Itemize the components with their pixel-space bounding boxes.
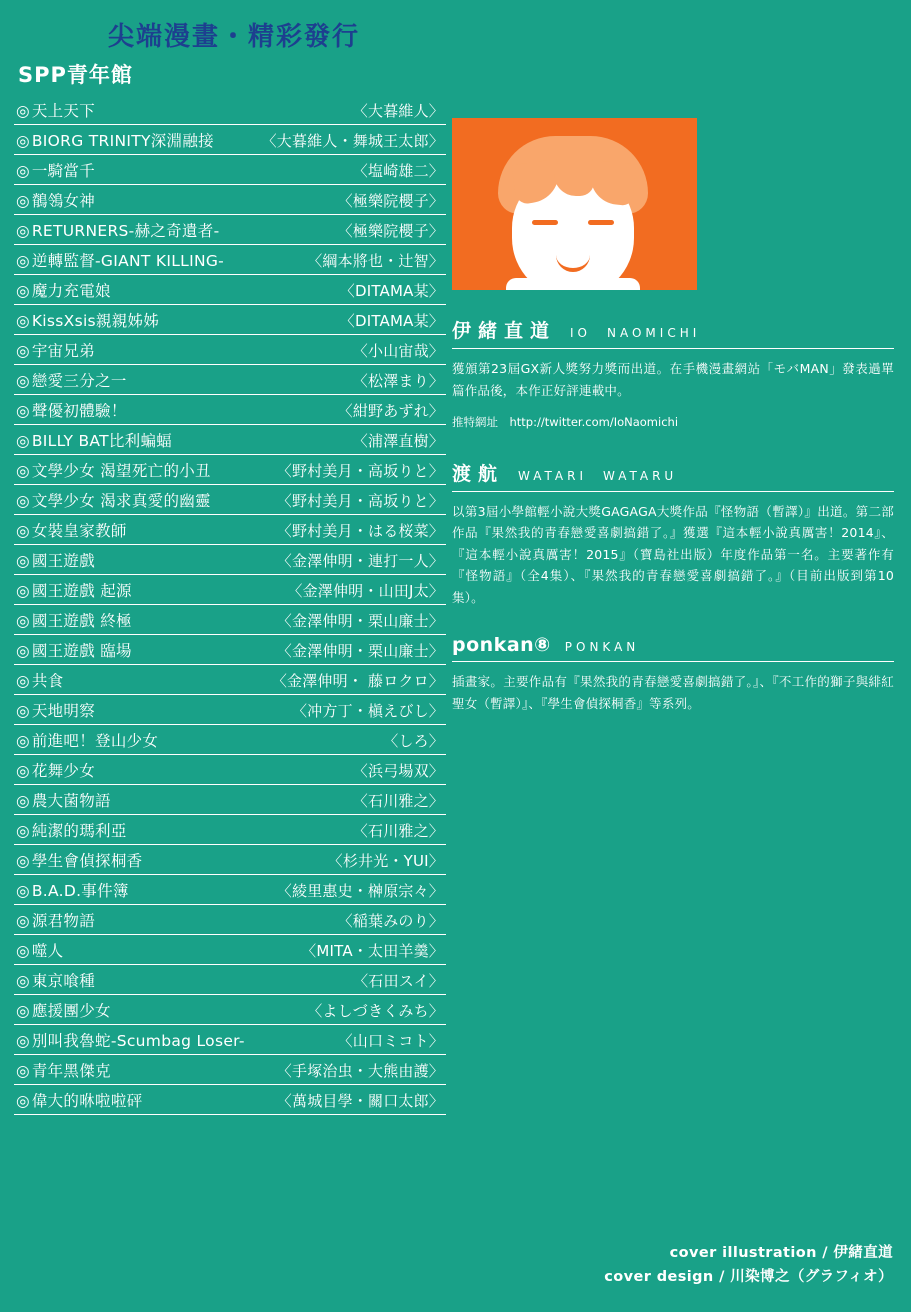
title-name (16, 519, 127, 541)
title-label: 文學少女 渴望死亡的小丑 (31, 462, 211, 480)
title-name (16, 369, 127, 391)
list-item[interactable] (14, 1025, 446, 1055)
list-item[interactable] (14, 485, 446, 515)
list-item[interactable] (14, 215, 446, 245)
title-author: 〈MITA・太田羊羹〉 (301, 942, 444, 960)
title-author: 〈浜弓場双〉 (352, 762, 444, 780)
title-name (16, 1059, 111, 1081)
list-item[interactable] (14, 905, 446, 935)
bullet-icon: ◎ (16, 282, 30, 300)
creator-bio (452, 459, 894, 609)
list-item[interactable] (14, 365, 446, 395)
list-item[interactable] (14, 155, 446, 185)
title-label: BILLY BAT比利蝙蝠 (31, 432, 173, 450)
list-item[interactable] (14, 425, 446, 455)
list-item[interactable] (14, 515, 446, 545)
info-column (452, 118, 894, 714)
creator-bio (452, 316, 894, 433)
title-label: 國王遊戲 (31, 552, 96, 570)
creator-bios (452, 316, 894, 714)
title-label: 農大菌物語 (31, 792, 111, 810)
title-author: 〈野村美月・高坂りと〉 (276, 462, 444, 480)
list-item[interactable] (14, 845, 446, 875)
title-name (16, 99, 95, 121)
title-author: 〈松澤まり〉 (352, 372, 444, 390)
title-name (16, 489, 211, 511)
title-name (16, 159, 95, 181)
list-item[interactable] (14, 1085, 446, 1115)
title-label: BIORG TRINITY深淵融接 (31, 132, 214, 150)
title-label: 逆轉監督-GIANT KILLING- (31, 252, 225, 270)
credit-design: cover design / 川染博之（グラフィオ） (604, 1269, 893, 1286)
list-item[interactable] (14, 335, 446, 365)
title-author: 〈稲葉みのり〉 (337, 912, 444, 930)
title-name (16, 909, 95, 931)
title-author: 〈大暮維人・舞城王太郎〉 (261, 132, 444, 150)
character-face-art (498, 136, 648, 290)
title-name (16, 1029, 245, 1051)
bullet-icon: ◎ (16, 732, 30, 750)
list-item[interactable] (14, 125, 446, 155)
title-label: 聲優初體驗！ (31, 402, 127, 420)
list-item[interactable] (14, 395, 446, 425)
bullet-icon: ◎ (16, 672, 30, 690)
title-label: 一騎當千 (31, 162, 96, 180)
title-author: 〈しろ〉 (383, 732, 444, 750)
title-label: 天上天下 (31, 102, 96, 120)
title-author: 〈紺野あずれ〉 (337, 402, 444, 420)
title-author: 〈野村美月・はる桜菜〉 (276, 522, 444, 540)
title-label: 學生會偵探桐香 (31, 852, 143, 870)
title-label: 魔力充電娘 (31, 282, 111, 300)
list-item[interactable] (14, 545, 446, 575)
collar-shape (506, 278, 640, 290)
bullet-icon: ◎ (16, 102, 30, 120)
title-author: 〈萬城目學・關口太郎〉 (276, 1092, 444, 1110)
title-author: 〈金澤伸明・栗山廉士〉 (276, 642, 444, 660)
bullet-icon: ◎ (16, 252, 30, 270)
title-author: 〈金澤伸明・山田J太〉 (287, 582, 444, 600)
title-name (16, 939, 63, 961)
title-label: 鶺鴒女神 (31, 192, 96, 210)
title-name (16, 879, 129, 901)
title-label: 前進吧！登山少女 (31, 732, 159, 750)
title-label: 戀愛三分之一 (31, 372, 127, 390)
creator-name-jp: 渡航 (452, 462, 505, 485)
bullet-icon: ◎ (16, 192, 30, 210)
page-title: 尖端漫畫・精彩發行 (107, 22, 360, 52)
title-name (16, 549, 95, 571)
creator-name-line (452, 459, 894, 492)
title-list (14, 95, 446, 1115)
list-item[interactable] (14, 995, 446, 1025)
bullet-icon: ◎ (16, 612, 30, 630)
list-item[interactable] (14, 455, 446, 485)
bullet-icon: ◎ (16, 882, 30, 900)
list-item[interactable] (14, 635, 446, 665)
bullet-icon: ◎ (16, 342, 30, 360)
list-item[interactable] (14, 665, 446, 695)
list-item[interactable] (14, 275, 446, 305)
title-name (16, 309, 159, 331)
creator-name-jp: 伊緒直道 (452, 320, 557, 342)
title-name (16, 249, 224, 271)
bullet-icon: ◎ (16, 1092, 30, 1110)
title-author: 〈極樂院櫻子〉 (337, 222, 444, 240)
list-item[interactable] (14, 755, 446, 785)
creator-bio-text: 插畫家。主要作品有『果然我的青春戀愛喜劇搞錯了。』、『不工作的獅子與緋紅聖女（暫譯）』、『學生會偵探桐香』等系列。 (452, 674, 894, 711)
bullet-icon: ◎ (16, 762, 30, 780)
bullet-icon: ◎ (16, 972, 30, 990)
title-author: 〈石川雅之〉 (352, 822, 444, 840)
title-author: 〈DITAMA某〉 (339, 282, 444, 300)
title-name (16, 399, 127, 421)
catalog-column (14, 16, 446, 1115)
title-label: 國王遊戲 終極 (31, 612, 132, 630)
title-author: 〈浦澤直樹〉 (352, 432, 444, 450)
list-item[interactable] (14, 785, 446, 815)
credits-block (604, 1242, 893, 1290)
title-name (16, 279, 111, 301)
title-author: 〈大暮維人〉 (352, 102, 444, 120)
title-label: 偉大的咻啦啦砰 (31, 1092, 143, 1110)
bullet-icon: ◎ (16, 852, 30, 870)
bullet-icon: ◎ (16, 912, 30, 930)
creator-name-romaji: PONKAN (564, 640, 640, 655)
title-author: 〈石田スイ〉 (353, 972, 444, 990)
bullet-icon: ◎ (16, 222, 30, 240)
creator-bio-text: 以第3屆小學館輕小說大獎GAGAGA大獎作品『怪物語（暫譯）』出道。第二部作品『果然我的青春戀愛喜劇搞錯了。』獲選『這本輕小說真厲害！2014』、『這本輕小說真厲害！2015』（寶島社出版）年度作品第一名。主要著作有『怪物語』（全4集）、『果然我的青春戀愛喜劇搞錯了。』（目前出版到第10集）。 (452, 503, 894, 605)
title-label: 女裝皇家教師 (31, 522, 127, 540)
title-author: 〈金澤伸明・栗山廉士〉 (276, 612, 444, 630)
title-label: 源君物語 (31, 912, 96, 930)
list-item[interactable] (14, 695, 446, 725)
bullet-icon: ◎ (16, 162, 30, 180)
title-author: 〈綱本將也・辻智〉 (307, 252, 444, 270)
bullet-icon: ◎ (16, 942, 30, 960)
title-author: 〈野村美月・高坂りと〉 (276, 492, 444, 510)
title-label: 天地明察 (31, 702, 96, 720)
title-label: 共食 (31, 672, 64, 690)
bullet-icon: ◎ (16, 492, 30, 510)
title-author: 〈石川雅之〉 (352, 792, 444, 810)
title-label: 應援團少女 (31, 1002, 111, 1020)
creator-bio-text: 獲頒第23屆GX新人獎努力獎而出道。在手機漫畫網站「モバMAN」發表過單篇作品後，本作正好評連載中。 (452, 361, 894, 398)
bullet-icon: ◎ (16, 402, 30, 420)
title-name (16, 969, 95, 991)
bullet-icon: ◎ (16, 792, 30, 810)
title-name (16, 999, 111, 1021)
title-label: 國王遊戲 臨場 (31, 642, 132, 660)
title-name (16, 339, 95, 361)
bullet-icon: ◎ (16, 552, 30, 570)
list-item[interactable] (14, 935, 446, 965)
creator-bio (452, 634, 894, 714)
title-author: 〈金澤伸明・連打一人〉 (276, 552, 444, 570)
title-author: 〈よしづきくみち〉 (307, 1002, 444, 1020)
title-name (16, 429, 172, 451)
list-item[interactable] (14, 965, 446, 995)
cover-illustration (452, 118, 697, 290)
list-item[interactable] (14, 605, 446, 635)
title-label: 別叫我魯蛇-Scumbag Loser- (31, 1032, 245, 1050)
title-label: 東京喰種 (31, 972, 96, 990)
title-name (16, 669, 63, 691)
title-label: 花舞少女 (31, 762, 96, 780)
title-author: 〈極樂院櫻子〉 (337, 192, 444, 210)
title-label: B.A.D.事件簿 (31, 882, 129, 900)
title-name (16, 1089, 142, 1111)
imprint-label: SPP青年館 (18, 63, 133, 87)
title-author: 〈綾里惠史・榊原宗々〉 (276, 882, 444, 900)
creator-name-line (452, 634, 894, 662)
list-item[interactable] (14, 305, 446, 335)
bullet-icon: ◎ (16, 132, 30, 150)
title-label: RETURNERS-赫之奇遺者- (31, 222, 220, 240)
title-label: 國王遊戲 起源 (31, 582, 132, 600)
title-name (16, 579, 132, 601)
title-label: 純潔的瑪利亞 (31, 822, 127, 840)
bullet-icon: ◎ (16, 822, 30, 840)
list-item[interactable] (14, 1055, 446, 1085)
bullet-icon: ◎ (16, 642, 30, 660)
title-label: 宇宙兄弟 (31, 342, 96, 360)
title-name (16, 819, 127, 841)
title-author: 〈手塚治虫・大熊由護〉 (276, 1062, 444, 1080)
title-author: 〈金澤伸明・ 藤ロクロ〉 (271, 672, 444, 690)
title-author: 〈山口ミコト〉 (337, 1032, 444, 1050)
title-author: 〈杉井光・YUI〉 (327, 852, 444, 870)
creator-name-romaji: IO NAOMICHI (570, 326, 701, 340)
title-name (16, 729, 158, 751)
bullet-icon: ◎ (16, 1002, 30, 1020)
eye-right (588, 220, 614, 225)
title-label: 青年黑傑克 (31, 1062, 111, 1080)
title-name (16, 789, 111, 811)
list-item[interactable] (14, 185, 446, 215)
list-item[interactable] (14, 875, 446, 905)
creator-name-romaji: WATARI WATARU (518, 468, 678, 483)
list-item[interactable] (14, 815, 446, 845)
bullet-icon: ◎ (16, 432, 30, 450)
title-label: 文學少女 渴求真愛的幽靈 (31, 492, 211, 510)
title-author: 〈小山宙哉〉 (352, 342, 444, 360)
list-item[interactable] (14, 95, 446, 125)
title-name (16, 699, 95, 721)
title-name (16, 219, 219, 241)
title-name (16, 639, 132, 661)
eye-left (532, 220, 558, 225)
bullet-icon: ◎ (16, 1032, 30, 1050)
bullet-icon: ◎ (16, 702, 30, 720)
bullet-icon: ◎ (16, 1062, 30, 1080)
creator-name-jp: ponkan⑧ (452, 634, 551, 657)
title-name (16, 609, 132, 631)
bullet-icon: ◎ (16, 582, 30, 600)
title-author: 〈冲方丁・槇えびし〉 (291, 702, 444, 720)
title-name (16, 189, 95, 211)
creator-bio-link[interactable]: 推特網址 http://twitter.com/IoNaomichi (452, 415, 679, 429)
title-name (16, 849, 142, 871)
credit-illustration: cover illustration / 伊緒直道 (669, 1245, 893, 1262)
bullet-icon: ◎ (16, 372, 30, 390)
list-item[interactable] (14, 575, 446, 605)
title-label: KissXsis親親姊姊 (31, 312, 160, 330)
title-name (16, 459, 211, 481)
title-name (16, 759, 95, 781)
bullet-icon: ◎ (16, 312, 30, 330)
bullet-icon: ◎ (16, 522, 30, 540)
bullet-icon: ◎ (16, 462, 30, 480)
title-name (16, 129, 214, 151)
creator-name-line (452, 316, 894, 349)
list-item[interactable] (14, 245, 446, 275)
title-author: 〈DITAMA某〉 (339, 312, 444, 330)
title-author: 〈塩崎雄二〉 (352, 162, 444, 180)
list-item[interactable] (14, 725, 446, 755)
title-label: 噬人 (31, 942, 64, 960)
